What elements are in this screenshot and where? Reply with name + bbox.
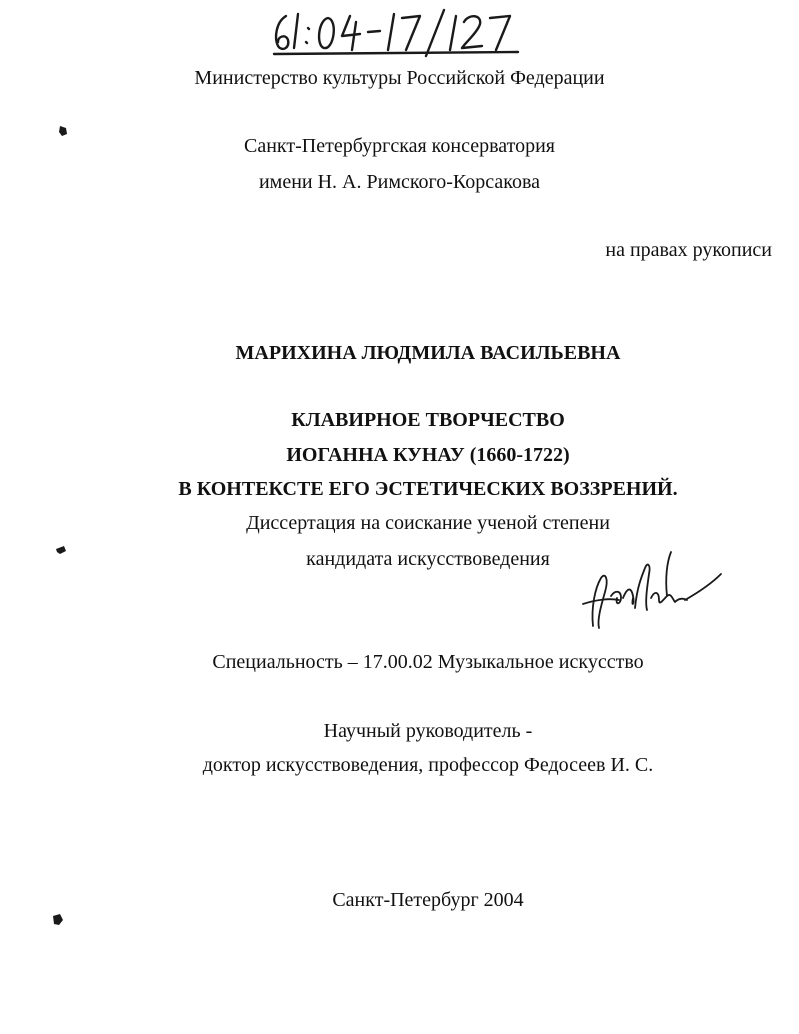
handwritten-archive-code: [268, 8, 528, 58]
title-line-3: В КОНТЕКСТЕ ЕГО ЭСТЕТИЧЕСКИХ ВОЗЗРЕНИЙ.: [178, 478, 678, 500]
degree-line-2: кандидата искусствоведения: [306, 548, 550, 570]
scan-mark-top: [56, 124, 70, 138]
institution-name: Санкт-Петербургская консерватория: [243, 135, 555, 157]
degree-line-1: Диссертация на соискание ученой степени: [246, 512, 610, 534]
scan-mark-middle: [54, 543, 68, 557]
institution-honorific: имени Н. А. Римского-Корсакова: [258, 171, 541, 193]
ministry-name: Министерство культуры Российской Федерации: [194, 67, 605, 89]
title-line-1: КЛАВИРНОЕ ТВОРЧЕСТВО: [291, 409, 565, 431]
rights-note: на правах рукописи: [605, 239, 772, 261]
scan-mark-bottom: [50, 912, 66, 928]
place-and-year: Санкт-Петербург 2004: [332, 889, 524, 911]
title-line-2: ИОГАННА КУНАУ (1660-1722): [286, 444, 570, 466]
author-name: МАРИХИНА ЛЮДМИЛА ВАСИЛЬЕВНА: [235, 342, 621, 364]
supervisor-name: доктор искусствоведения, профессор Федосеев И. С.: [202, 754, 654, 776]
supervisor-label: Научный руководитель -: [323, 720, 533, 742]
handwritten-signature: [575, 548, 725, 638]
specialty: Специальность – 17.00.02 Музыкальное искусство: [212, 651, 644, 673]
